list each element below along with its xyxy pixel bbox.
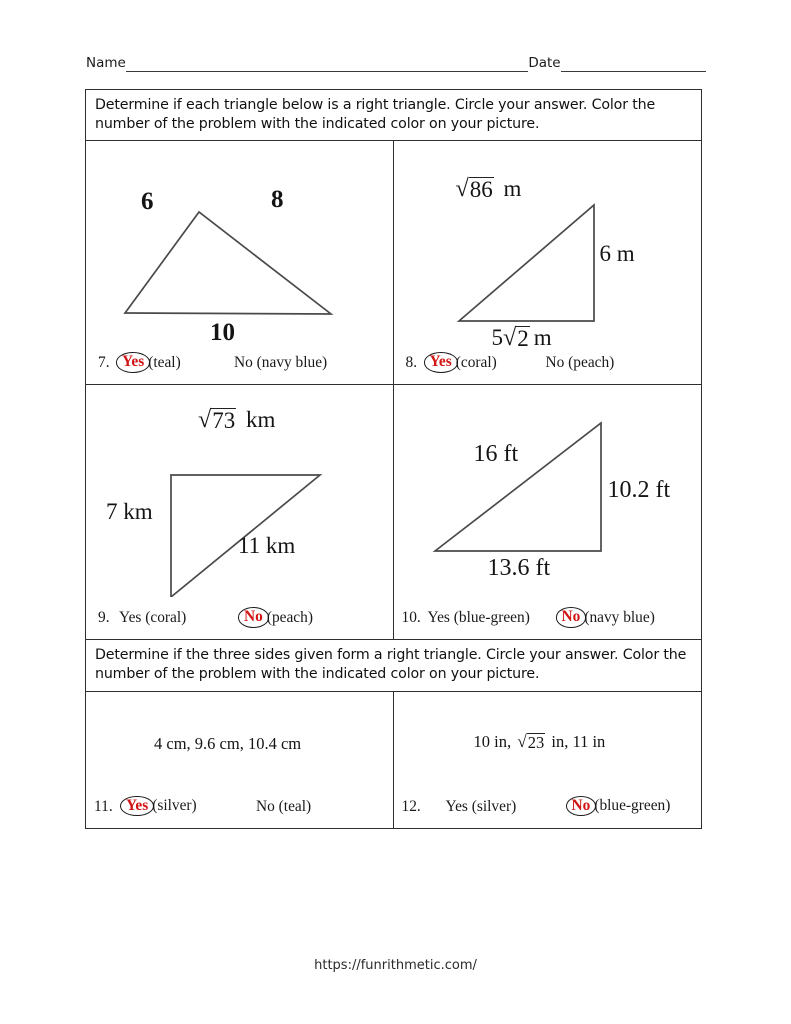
answer-no-11-word: No — [256, 797, 275, 815]
problem-cell-12 — [394, 692, 702, 828]
radical-73: √ 73 — [198, 406, 236, 434]
unit-8-bottom: m — [533, 325, 552, 351]
problem-number-9: 9. — [98, 609, 110, 627]
answers-9 — [86, 607, 393, 631]
radical-23: √ 23 — [517, 731, 545, 752]
answer-yes-7-word: Yes — [116, 352, 150, 372]
answers-11 — [86, 796, 393, 820]
name-label: Name — [86, 55, 126, 71]
radical-2: √ 2 — [503, 324, 529, 352]
answer-yes-9-color: (coral) — [145, 609, 187, 627]
problem-number-10: 10. — [401, 609, 421, 627]
label-9-top — [198, 407, 275, 433]
label-9-left: 7 km — [106, 499, 153, 525]
name-date-header — [86, 46, 706, 72]
answer-no-9-word: No — [238, 607, 269, 627]
answer-yes-9-word: Yes — [119, 609, 142, 627]
answer-yes-10-word: Yes — [427, 609, 450, 627]
label-7-bottom: 10 — [210, 319, 235, 347]
answers-7 — [86, 352, 393, 376]
answer-no-11[interactable] — [256, 798, 311, 816]
answer-no-7-word: No — [234, 354, 253, 372]
answer-yes-9[interactable] — [119, 609, 186, 627]
problem-cell-10 — [394, 385, 702, 639]
answer-yes-12-color: (silver) — [471, 797, 517, 815]
problem-cell-9 — [86, 385, 394, 639]
answers-10 — [394, 607, 702, 631]
answer-no-7[interactable] — [234, 354, 327, 372]
label-7-left: 6 — [141, 188, 154, 216]
problem-number-7: 7. — [98, 354, 110, 372]
worksheet-table — [85, 89, 702, 829]
answer-no-10[interactable] — [556, 607, 655, 627]
radicand-86: 86 — [469, 177, 493, 203]
triangle-8-svg — [394, 141, 701, 341]
label-10-right: 10.2 ft — [607, 477, 671, 504]
answer-no-11-color: (teal) — [278, 797, 312, 815]
sides-12-part-b: in, 11 in — [551, 731, 606, 751]
problem-cell-11 — [86, 692, 394, 828]
label-9-hypotenuse: 11 km — [238, 533, 296, 559]
problem-number-8: 8. — [405, 354, 418, 372]
sides-12-part-a: 10 in, — [473, 731, 512, 751]
problem-row-7-8 — [86, 141, 701, 385]
problem-number-11: 11. — [94, 797, 113, 815]
answer-no-9[interactable] — [238, 607, 313, 627]
date-label: Date — [528, 55, 561, 71]
answer-no-8-word: No — [545, 354, 565, 372]
figure-8 — [394, 141, 702, 352]
label-7-right: 8 — [271, 186, 284, 214]
figure-7 — [86, 141, 393, 347]
answer-no-7-color: (navy blue) — [256, 354, 328, 372]
answer-no-8-color: (peach) — [568, 354, 615, 372]
radicand-23: 23 — [527, 732, 545, 752]
label-10-bottom: 13.6 ft — [487, 555, 551, 582]
radical-86: √ 86 — [455, 175, 493, 203]
answer-yes-11-word: Yes — [120, 796, 154, 816]
label-10-hypotenuse: 16 ft — [473, 441, 519, 468]
answer-no-9-color: (peach) — [266, 608, 313, 626]
answer-yes-7[interactable] — [116, 352, 181, 372]
answer-no-10-word: No — [556, 607, 587, 627]
triangle-7-svg — [86, 141, 393, 341]
radicand-73: 73 — [212, 408, 236, 434]
footer-url[interactable]: https://funrithmetic.com/ — [314, 958, 477, 973]
radicand-2: 2 — [517, 326, 529, 352]
answer-yes-8-color: (coral) — [455, 353, 497, 371]
unit-8-hyp: m — [503, 176, 522, 202]
instructions-section-2: Determine if the three sides given form a right triangle. Circle your answer. Color the number of the problem with the indicated color on your picture. — [86, 640, 701, 691]
problem-cell-7 — [86, 141, 394, 384]
answers-8 — [394, 352, 702, 376]
answer-yes-12-word: Yes — [445, 797, 468, 815]
name-blank-line[interactable] — [126, 58, 529, 72]
answer-yes-11-color: (silver) — [152, 797, 197, 815]
answer-yes-11[interactable] — [120, 796, 197, 816]
coeff-8-bottom: 5 — [491, 325, 503, 351]
sides-11: 4 cm, 9.6 cm, 10.4 cm — [154, 733, 302, 753]
answer-yes-10[interactable] — [428, 609, 530, 627]
answer-yes-8[interactable] — [424, 352, 497, 372]
answer-no-10-color: (navy blue) — [584, 608, 655, 626]
answer-no-12-color: (blue-green) — [594, 797, 671, 815]
answer-yes-7-color: (teal) — [148, 353, 181, 371]
problem-row-9-10 — [86, 385, 701, 640]
figure-10 — [394, 385, 702, 597]
label-8-hypotenuse — [456, 176, 522, 202]
label-8-right: 6 m — [599, 241, 635, 267]
answer-yes-8-word: Yes — [424, 352, 458, 372]
problem-row-11-12 — [86, 692, 701, 828]
sides-12 — [474, 732, 606, 752]
answer-no-8[interactable] — [546, 354, 615, 372]
figure-9 — [86, 385, 393, 597]
date-blank-line[interactable] — [561, 58, 706, 72]
instructions-section-1: Determine if each triangle below is a right triangle. Circle your answer. Color the number of the problem with the indicated color on your picture. — [86, 90, 701, 141]
problem-cell-8 — [394, 141, 702, 384]
answer-no-12[interactable] — [566, 796, 671, 816]
answer-yes-12[interactable] — [446, 798, 517, 816]
problem-number-12: 12. — [401, 797, 421, 815]
answers-12 — [394, 796, 702, 820]
answer-no-12-word: No — [566, 796, 597, 816]
answer-yes-10-color: (blue-green) — [453, 609, 530, 627]
unit-9-top: km — [246, 407, 276, 433]
label-8-bottom — [492, 325, 552, 351]
